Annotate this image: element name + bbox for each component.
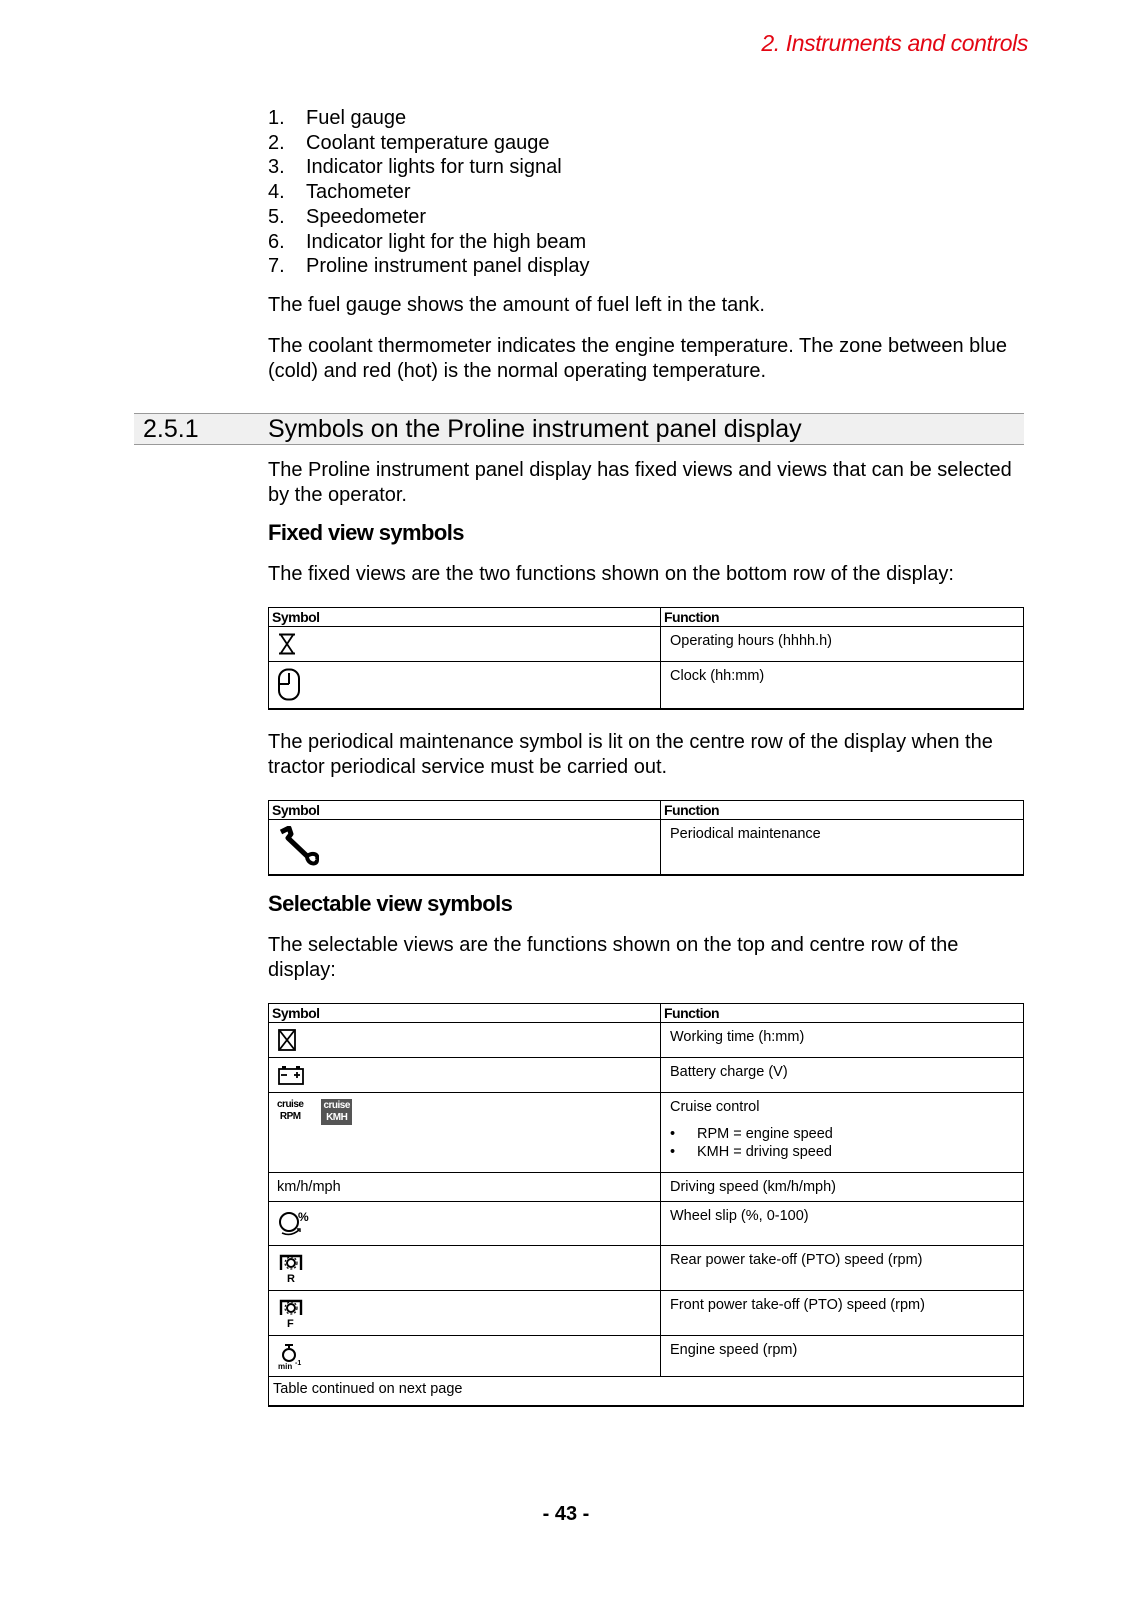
function-header: Function xyxy=(661,1004,1024,1023)
cruise-icons xyxy=(277,1099,652,1125)
table-row xyxy=(269,1023,1024,1058)
list-item: 7. Proline instrument panel display xyxy=(268,255,590,278)
rear-pto-icon xyxy=(277,1252,305,1284)
list-item: 4. Tachometer xyxy=(268,181,411,204)
maintenance-table xyxy=(268,800,1024,876)
function-cell: Clock (hh:mm) xyxy=(661,662,1024,710)
coolant-paragraph: The coolant thermometer indicates the engine temperature. The zone between blue (cold) and red (hot) is the normal operating temperature. xyxy=(268,335,1007,382)
list-item: • RPM = engine speed xyxy=(670,1125,1014,1143)
list-item: 3. Indicator lights for turn signal xyxy=(268,156,562,179)
maintenance-intro: The periodical maintenance symbol is lit on the centre row of the display when the tractor periodical service must be carried out. xyxy=(268,731,993,778)
symbol-text-cell: km/h/mph xyxy=(269,1173,661,1202)
function-cell: Rear power take-off (PTO) speed (rpm) xyxy=(661,1246,1024,1291)
engine-speed-icon xyxy=(277,1342,307,1370)
table-row xyxy=(269,820,1024,876)
function-cell: Battery charge (V) xyxy=(661,1058,1024,1093)
table-row xyxy=(269,1202,1024,1246)
svg-text:F: F xyxy=(287,1318,294,1329)
section-number: 2.5.1 xyxy=(143,415,199,443)
function-cell: Driving speed (km/h/mph) xyxy=(661,1173,1024,1202)
cruise-rpm-icon: cruise RPM xyxy=(277,1099,304,1122)
function-cell: Operating hours (hhhh.h) xyxy=(661,627,1024,662)
list-item: 2. Coolant temperature gauge xyxy=(268,131,550,154)
fixed-view-heading: Fixed view symbols xyxy=(268,520,464,545)
fixed-intro: The fixed views are the two functions shown on the bottom row of the display: xyxy=(268,563,954,585)
fixed-view-table xyxy=(268,607,1024,710)
svg-text:%: % xyxy=(298,1210,309,1224)
section-title: Symbols on the Proline instrument panel display xyxy=(268,415,802,443)
function-cell: Cruise control • RPM = engine speed • KMH = driving speed xyxy=(661,1093,1024,1173)
table-row xyxy=(269,1058,1024,1093)
fuel-paragraph: The fuel gauge shows the amount of fuel left in the tank. xyxy=(268,294,765,316)
hourglass-crossed-icon xyxy=(277,1029,297,1051)
table-row xyxy=(269,1246,1024,1291)
selectable-view-table xyxy=(268,1003,1024,1407)
table-row xyxy=(269,627,1024,662)
svg-text:min: min xyxy=(278,1362,293,1370)
list-item: 1. Fuel gauge xyxy=(268,107,407,129)
selectable-intro: The selectable views are the functions shown on the top and centre row of the display: xyxy=(268,934,959,981)
chapter-header: 2. Instruments and controls xyxy=(761,30,1028,56)
selectable-view-heading: Selectable view symbols xyxy=(268,891,513,916)
function-cell: Engine speed (rpm) xyxy=(661,1336,1024,1377)
function-cell: Front power take-off (PTO) speed (rpm) xyxy=(661,1291,1024,1336)
section-heading xyxy=(134,413,1024,445)
cruise-bullets xyxy=(670,1125,1014,1161)
table-row xyxy=(269,1093,1024,1173)
battery-icon xyxy=(277,1064,305,1086)
function-header: Function xyxy=(661,608,1024,627)
table-row xyxy=(269,1291,1024,1336)
table-continued-note: Table continued on next page xyxy=(269,1377,1024,1406)
list-item: 5. Speedometer xyxy=(268,205,427,228)
cruise-kmh-icon: cruise KMH xyxy=(323,1100,350,1123)
symbol-header: Symbol xyxy=(269,608,661,627)
function-cell: Working time (h:mm) xyxy=(661,1023,1024,1058)
component-list xyxy=(268,106,590,279)
function-cell: Wheel slip (%, 0-100) xyxy=(661,1202,1024,1246)
symbol-header: Symbol xyxy=(269,801,661,820)
list-item: • KMH = driving speed xyxy=(670,1143,1014,1161)
svg-text:R: R xyxy=(287,1273,295,1284)
wheel-slip-icon xyxy=(277,1208,309,1236)
table-row xyxy=(269,662,1024,710)
hourglass-icon xyxy=(277,633,297,655)
symbol-header: Symbol xyxy=(269,1004,661,1023)
table-row xyxy=(269,1377,1024,1406)
table-row xyxy=(269,1336,1024,1377)
clock-icon xyxy=(277,668,301,702)
list-item: 6. Indicator light for the high beam xyxy=(268,230,587,253)
function-cell: Periodical maintenance xyxy=(661,820,1024,876)
wrench-icon xyxy=(277,826,319,868)
svg-text:-1: -1 xyxy=(295,1360,302,1367)
page-number: - 43 - xyxy=(542,1503,590,1525)
proline-intro: The Proline instrument panel display has fixed views and views that can be selected by the operator. xyxy=(268,459,1012,506)
function-header: Function xyxy=(661,801,1024,820)
table-row xyxy=(269,1173,1024,1202)
front-pto-icon xyxy=(277,1297,305,1329)
